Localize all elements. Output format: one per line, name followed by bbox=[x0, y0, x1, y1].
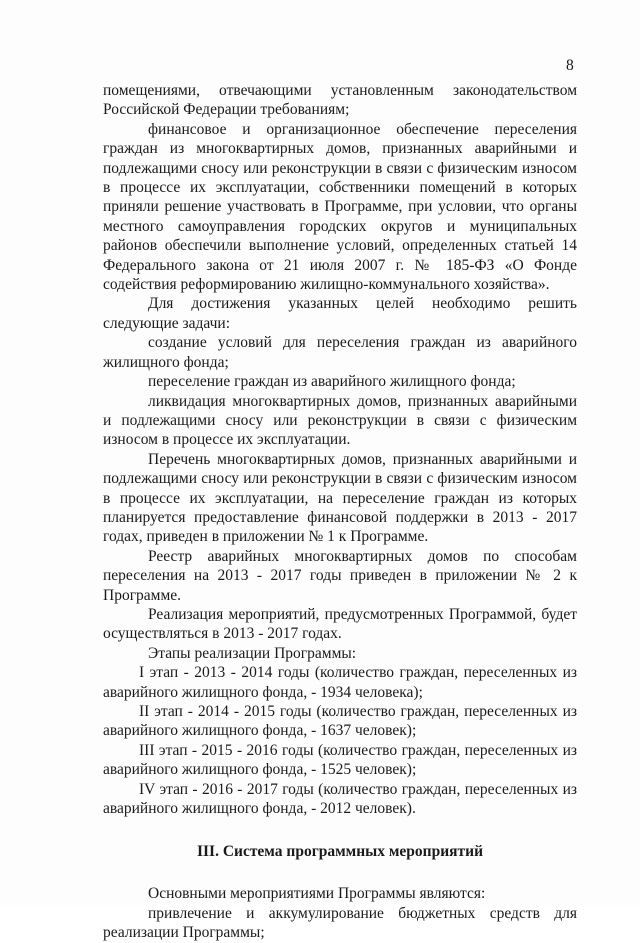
document-body bbox=[103, 81, 577, 943]
paragraph: привлечение и аккумулирование бюджетных средств для реализации Программы; bbox=[103, 904, 577, 942]
paragraph: IV этап - 2016 - 2017 годы (количество граждан, переселенных из аварийного жилищного фонда, - 2012 человек). bbox=[103, 780, 577, 818]
paragraph: ликвидация многоквартирных домов, признанных аварийными и подлежащими сносу или реконструкции в связи с физическим износом в процессе их эксплуатации. bbox=[103, 392, 577, 449]
paragraph: финансовое и организационное обеспечение переселения граждан из многоквартирных домов, признанных аварийными и подлежащими сносу или реконструкции в связи с физическим износом в процессе их эксплуатации, собственники помещений в которых приняли решение участвовать в Программе, при условии, что органы местного самоуправления городских округов и муниципальных районов обеспечили выполнение условий, определенных статьей 14 Федерального закона от 21 июля 2007 г. № 185-ФЗ «О Фонде содействия реформированию жилищно-коммунального хозяйства». bbox=[103, 120, 577, 294]
paragraph: II этап - 2014 - 2015 годы (количество граждан, переселенных из аварийного жилищного фонда, - 1637 человек); bbox=[103, 703, 577, 740]
paragraph: III этап - 2015 - 2016 годы (количество граждан, переселенных из аварийного жилищного фонда, - 1525 человек); bbox=[103, 741, 577, 779]
paragraph: Этапы реализации Программы: bbox=[148, 644, 357, 662]
paragraph: создание условий для переселения граждан из аварийного жилищного фонда; bbox=[103, 334, 577, 371]
paragraph: I этап - 2013 - 2014 годы (количество граждан, переселенных из аварийного жилищного фонда, - 1934 человека); bbox=[103, 664, 577, 701]
section-heading: III. Система программных мероприятий bbox=[196, 843, 484, 861]
paragraph: Реализация мероприятий, предусмотренных Программой, будет осуществляться в 2013 - 2017 годах. bbox=[103, 605, 577, 643]
paragraph: Реестр аварийных многоквартирных домов по способам переселения на 2013 - 2017 годы приведен в приложении № 2 к Программе. bbox=[103, 547, 577, 604]
paragraph: Для достижения указанных целей необходимо решить следующие задачи: bbox=[103, 295, 577, 332]
paragraph: Основными мероприятиями Программы являются: bbox=[148, 885, 486, 903]
paragraph: Перечень многоквартирных домов, признанных аварийными и подлежащими сносу или реконструкции в связи с физическим износом в процессе их эксплуатации, на переселение граждан из которых планируется предоставление финансовой поддержки в 2013 - 2017 годах, приведен в приложении № 1 к Программе. bbox=[103, 450, 577, 546]
paragraph: помещениями, отвечающими установленным законодательством Российской Федерации требованиям; bbox=[103, 82, 577, 119]
paragraph: переселение граждан из аварийного жилищного фонда; bbox=[148, 373, 516, 391]
page-number: 8 bbox=[566, 57, 574, 74]
